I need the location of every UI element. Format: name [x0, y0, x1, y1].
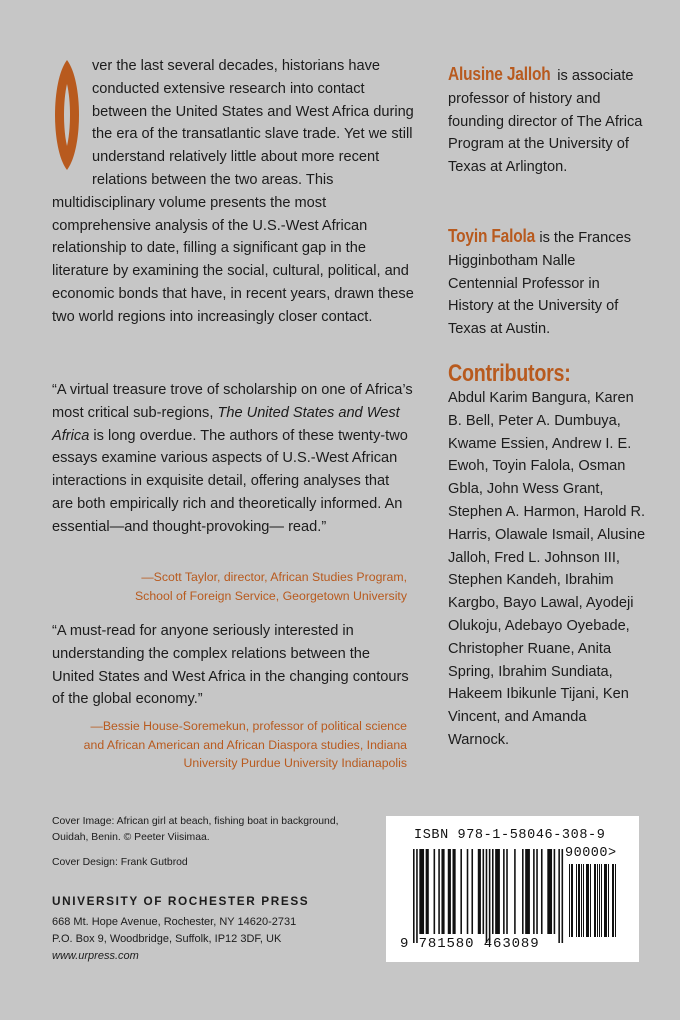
barcode-bar	[448, 849, 451, 934]
barcode-bar	[453, 849, 456, 934]
barcode-bar	[514, 849, 516, 934]
barcode-bar	[533, 849, 535, 934]
contributors-list: Abdul Karim Bangura, Karen B. Bell, Peter A. Dumbuya, Kwame Essien, Andrew I. E. Ewoh, Toyin Falola, Osman Gbla, John Wess Grant, Stephen A. Harmon, Harold R. Harris, Olawale Ismail, Alusine Jalloh, Fred L. Johnson III, Stephen Kandeh, Ibrahim Kargbo, Bayo Lawal, Ayodeji Olukoju, Adebayo Oyebade, Christopher Ruane, Anita Spring, Ibrahim Sundiata, Hakeem Ibikunle Tijani, Ken Vincent, and Amanda Warnock.	[448, 390, 646, 748]
barcode-bar	[604, 864, 607, 937]
barcode-bar	[413, 849, 415, 943]
quote-2-attribution-line: —Bessie House-Soremekun, professor of political science	[90, 719, 407, 733]
barcode-bar	[419, 849, 424, 934]
barcode-bar	[541, 849, 543, 934]
quote-1-book-title: The United States and West Africa	[52, 404, 400, 444]
ean-digits: 9 781580 463089	[400, 936, 540, 952]
barcode-bar	[486, 849, 488, 943]
barcode-bar	[601, 864, 602, 937]
ean13-barcode	[413, 849, 565, 943]
barcode-bar	[615, 864, 616, 937]
barcode-bar	[483, 849, 485, 934]
publisher-address-line-1: 668 Mt. Hope Avenue, Rochester, NY 14620-2731	[52, 916, 297, 928]
barcode-bar	[558, 849, 560, 943]
barcode-bar	[434, 849, 436, 934]
book-description	[52, 55, 414, 329]
addon-barcode	[568, 864, 618, 937]
editor-bio-1	[448, 63, 648, 179]
barcode-bar	[599, 864, 600, 937]
barcode-bar	[467, 849, 469, 934]
contributors-heading: Contributors:	[448, 360, 571, 387]
publisher-url: www.urpress.com	[52, 950, 139, 962]
price-addon-number: 90000>	[565, 846, 617, 861]
barcode-bar	[562, 849, 564, 943]
barcode-bar	[492, 849, 494, 934]
barcode-bar	[569, 864, 570, 937]
barcode-bar	[495, 849, 500, 934]
quote-1-attribution-line: —Scott Taylor, director, African Studies Program,	[141, 570, 407, 584]
barcode-bar	[460, 849, 462, 934]
quote-1-text-after: is long overdue. The authors of these twenty-two essays examine various aspects of U.S.-West African interactions in exquisite detail, offering analyses that are both empirically rich and theoretically informed. An essential—and thought-provoking— read.”	[52, 427, 408, 535]
barcode-bar	[608, 864, 609, 937]
barcode-bar	[594, 864, 596, 937]
editor-name-1: Alusine Jalloh	[448, 64, 551, 84]
endorsement-quote-1	[52, 379, 414, 539]
barcode-bar	[478, 849, 481, 934]
barcode-bar	[416, 849, 418, 943]
quote-1-text-before: “A virtual treasure trove of scholarship on one of Africa’s most critical sub-regions,	[52, 382, 413, 421]
quote-2-attribution-line: University Purdue University Indianapolis	[183, 756, 407, 770]
editor-bio-1-text: is associate professor of history and founding director of The Africa Program at the University of Texas at Arlington.	[448, 68, 643, 176]
barcode-bar	[583, 864, 584, 937]
publisher-address-line-2: P.O. Box 9, Woodbridge, Suffolk, IP12 3DF, UK	[52, 933, 282, 945]
quote-2-attribution-line: and African American and African Diaspora studies, Indiana	[83, 737, 407, 752]
barcode-bar	[536, 849, 538, 934]
barcode-bar	[525, 849, 530, 934]
barcode-bar	[554, 849, 556, 934]
quote-1-attribution	[52, 568, 407, 605]
editor-bio-2	[448, 225, 648, 341]
drop-cap-o	[52, 59, 82, 171]
endorsement-quote-2: “A must-read for anyone seriously interested in understanding the complex relations between the United States and West Africa in the changing contours of the global economy.”	[52, 623, 409, 708]
barcode-bar	[578, 864, 580, 937]
barcode-bar	[590, 864, 591, 937]
barcode-bar	[438, 849, 440, 934]
barcode-bar	[506, 849, 508, 934]
barcode-bar	[571, 864, 573, 937]
barcode-bar	[581, 864, 582, 937]
editor-bio-2-text: is the Frances Higginbotham Nalle Centennial Professor in History at the University of Texas at Austin.	[448, 230, 631, 338]
quote-2-attribution	[52, 717, 407, 773]
barcode-bar	[597, 864, 598, 937]
barcode-bar	[612, 864, 614, 937]
barcode-bar	[576, 864, 577, 937]
barcode-bar	[489, 849, 491, 943]
quote-1-attribution-line: School of Foreign Service, Georgetown University	[134, 588, 407, 603]
barcode-bar	[547, 849, 552, 934]
publisher-address	[52, 914, 296, 965]
description-text: ver the last several decades, historians have conducted extensive research into contact between the United States and West Africa during the era of the transatlantic slave trade. Yet we still understand relatively little about more recent relations between the two areas. This multidisciplinary volume presents the most comprehensive analysis of the U.S.-West African relationship to date, filling a significant gap in the literature by examining the social, cultural, political, and economic bonds that have, in recent years, drawn these two world regions into increasingly closer contact.	[52, 58, 414, 325]
barcode-bar	[503, 849, 505, 934]
isbn-barcode-box	[386, 816, 639, 962]
barcode-bar	[441, 849, 444, 934]
barcode-bar	[471, 849, 473, 934]
cover-image-credit: Cover Image: African girl at beach, fishing boat in background, Ouidah, Benin. © Peeter Viisimaa.	[52, 816, 339, 843]
editor-name-2: Toyin Falola	[448, 226, 536, 246]
cover-design-credit: Cover Design: Frank Gutbrod	[52, 857, 188, 868]
barcode-bar	[522, 849, 524, 934]
barcode-bar	[586, 864, 589, 937]
barcode-bar	[426, 849, 429, 934]
publisher-name: UNIVERSITY OF ROCHESTER PRESS	[52, 894, 310, 908]
isbn-number: ISBN 978-1-58046-308-9	[414, 828, 606, 843]
